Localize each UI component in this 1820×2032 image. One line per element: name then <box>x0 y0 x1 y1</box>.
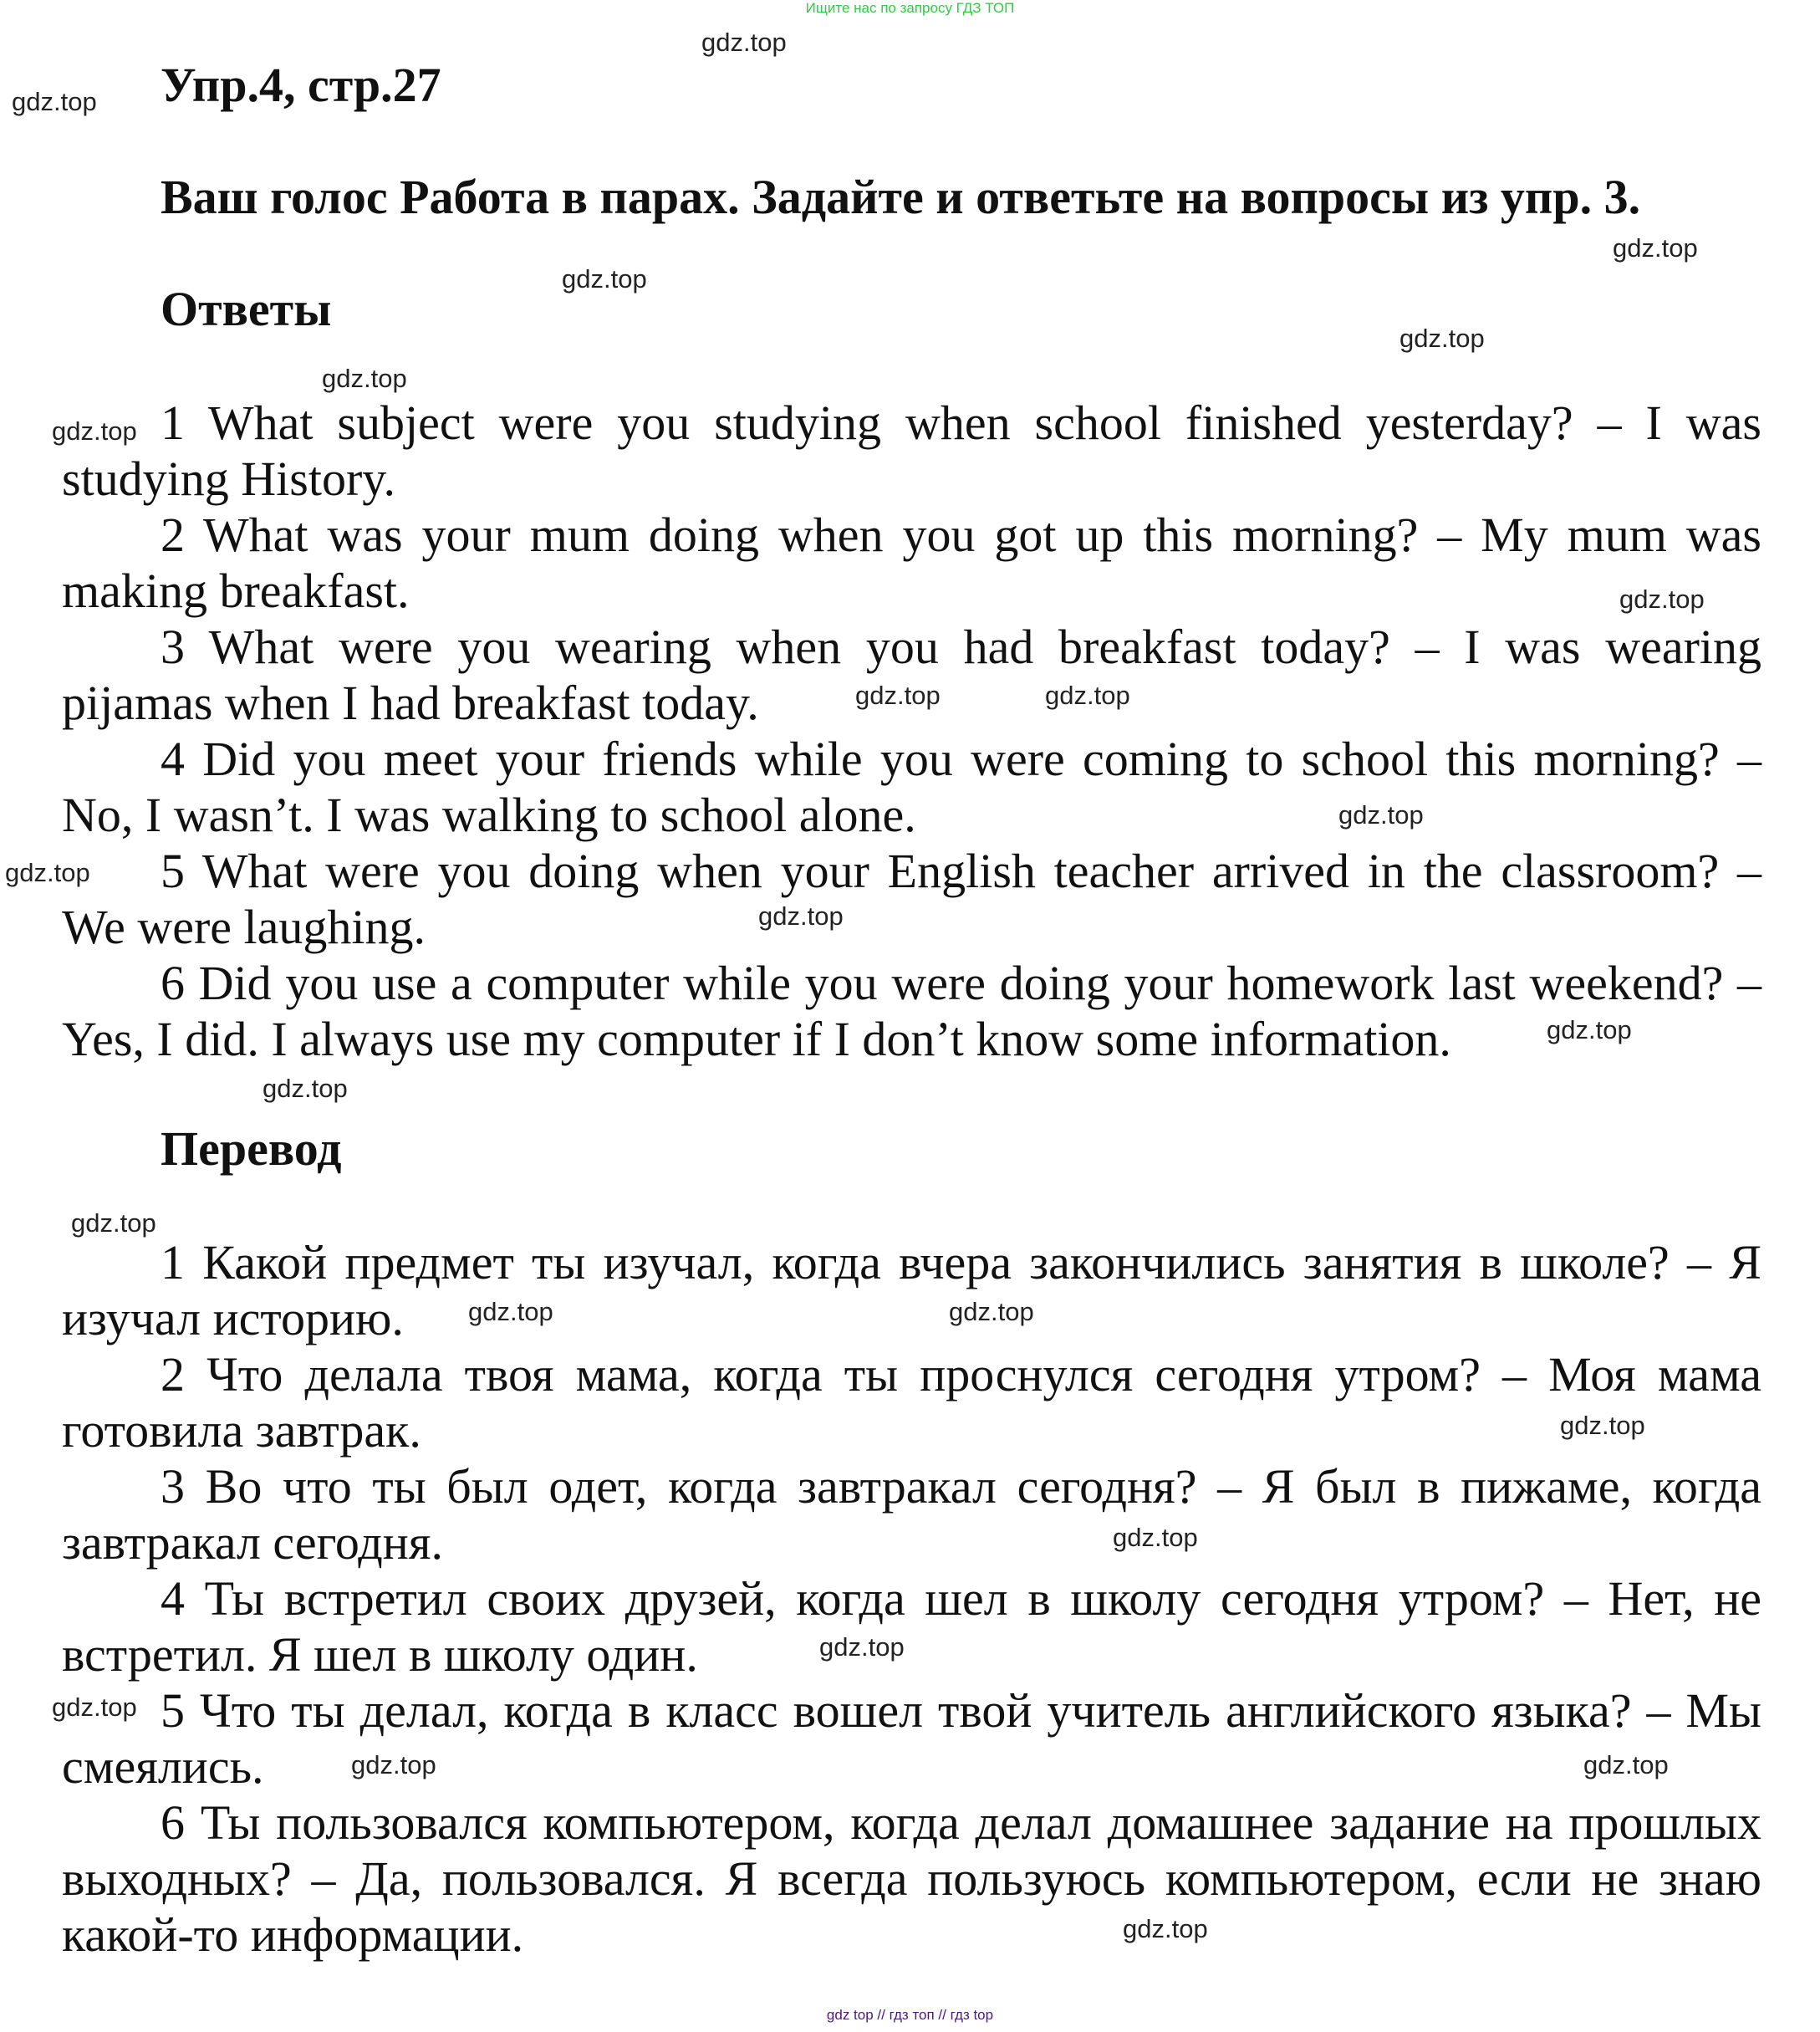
answer-line: 4 Did you meet your friends while you were coming to school this morning? – <box>161 732 1761 786</box>
answers-heading: Ответы <box>161 282 332 336</box>
watermark: gdz.top <box>1560 1411 1645 1440</box>
watermark: gdz.top <box>949 1297 1034 1326</box>
watermark: gdz.top <box>1399 324 1485 353</box>
answer-line: 2 What was your mum doing when you got up this morning? – My mum was <box>161 508 1761 562</box>
watermark: gdz.top <box>5 858 90 887</box>
watermark: gdz.top <box>562 264 647 294</box>
answers-list <box>62 395 1761 1067</box>
answer-line: 6 Did you use a computer while you were doing your homework last weekend? – <box>161 956 1761 1010</box>
task-text: Ваш голос Работа в парах. Задайте и ответьте на вопросы из упр. 3. <box>161 170 1641 224</box>
footer-watermark: gdz top // гдз топ // гдз top <box>826 2007 994 2023</box>
watermark: gdz.top <box>71 1208 156 1238</box>
watermark: gdz.top <box>263 1074 348 1103</box>
translation-item <box>62 1346 1761 1458</box>
answer-line: Yes, I did. I always use my computer if I don’t know some information. <box>62 1012 1451 1066</box>
translation-line: 5 Что ты делал, когда в класс вошел твой учитель английского языка? – Мы <box>161 1683 1761 1738</box>
translation-line: какой-то информации. <box>62 1907 524 1962</box>
watermark: gdz.top <box>701 28 787 57</box>
watermark: gdz.top <box>855 681 941 710</box>
translation-line: завтракал сегодня. <box>62 1515 443 1570</box>
answer-line: We were laughing. <box>62 900 426 954</box>
exercise-title: Упр.4, стр.27 <box>161 58 441 112</box>
watermark: gdz.top <box>1123 1914 1208 1943</box>
translation-line: 4 Ты встретил своих друзей, когда шел в школу сегодня утром? – Нет, не <box>161 1571 1761 1626</box>
translation-item <box>62 1795 1761 1963</box>
translation-line: 6 Ты пользовался компьютером, когда делал домашнее задание на прошлых <box>161 1795 1761 1850</box>
translation-line: 1 Какой предмет ты изучал, когда вчера закончились занятия в школе? – Я <box>161 1235 1761 1289</box>
answer-line: No, I wasn’t. I was walking to school alone. <box>62 788 916 842</box>
translation-heading: Перевод <box>161 1121 342 1176</box>
watermark: gdz.top <box>1113 1523 1198 1552</box>
answer-item <box>62 731 1761 843</box>
answer-line: 5 What were you doing when your English teacher arrived in the classroom? – <box>161 844 1761 898</box>
answer-item <box>62 507 1761 619</box>
watermark: gdz.top <box>1583 1750 1669 1779</box>
watermark: gdz.top <box>1338 800 1424 830</box>
watermark: gdz.top <box>351 1750 436 1779</box>
translation-line: готовила завтрак. <box>62 1403 421 1458</box>
translation-line: смеялись. <box>62 1739 264 1794</box>
answer-line: 3 What were you wearing when you had breakfast today? – I was wearing <box>161 620 1761 674</box>
translation-line: выходных? – Да, пользовался. Я всегда пользуюсь компьютером, если не знаю <box>62 1851 1761 1906</box>
translation-line: 3 Во что ты был одет, когда завтракал сегодня? – Я был в пижаме, когда <box>161 1459 1761 1514</box>
watermark: gdz.top <box>52 1692 137 1722</box>
watermark: gdz.top <box>758 901 844 931</box>
translation-line: 2 Что делала твоя мама, когда ты проснулся сегодня утром? – Моя мама <box>161 1347 1761 1401</box>
watermark: gdz.top <box>12 87 97 116</box>
watermark: gdz.top <box>52 416 137 446</box>
answer-item <box>62 955 1761 1067</box>
translation-item <box>62 1570 1761 1682</box>
watermark: gdz.top <box>1045 681 1130 710</box>
watermark: gdz.top <box>322 364 407 393</box>
answer-item <box>62 619 1761 731</box>
watermark: gdz.top <box>819 1632 905 1662</box>
search-hint-banner: Ищите нас по запросу ГДЗ ТОП <box>805 0 1015 16</box>
watermark: gdz.top <box>468 1297 553 1326</box>
answer-line: pijamas when I had breakfast today. <box>62 676 759 730</box>
translation-line: встретил. Я шел в школу один. <box>62 1627 698 1682</box>
answer-line: studying History. <box>62 452 396 506</box>
answer-item <box>62 843 1761 955</box>
answer-item <box>62 395 1761 507</box>
answer-line: making breakfast. <box>62 564 410 618</box>
watermark: gdz.top <box>1547 1015 1632 1044</box>
translation-item <box>62 1234 1761 1346</box>
translation-line: изучал историю. <box>62 1291 404 1345</box>
translation-item <box>62 1458 1761 1570</box>
watermark: gdz.top <box>1613 233 1698 263</box>
translation-list <box>62 1234 1761 1963</box>
translation-item <box>62 1682 1761 1795</box>
answer-line: 1 What subject were you studying when school finished yesterday? – I was <box>161 396 1761 450</box>
watermark: gdz.top <box>1619 585 1705 614</box>
